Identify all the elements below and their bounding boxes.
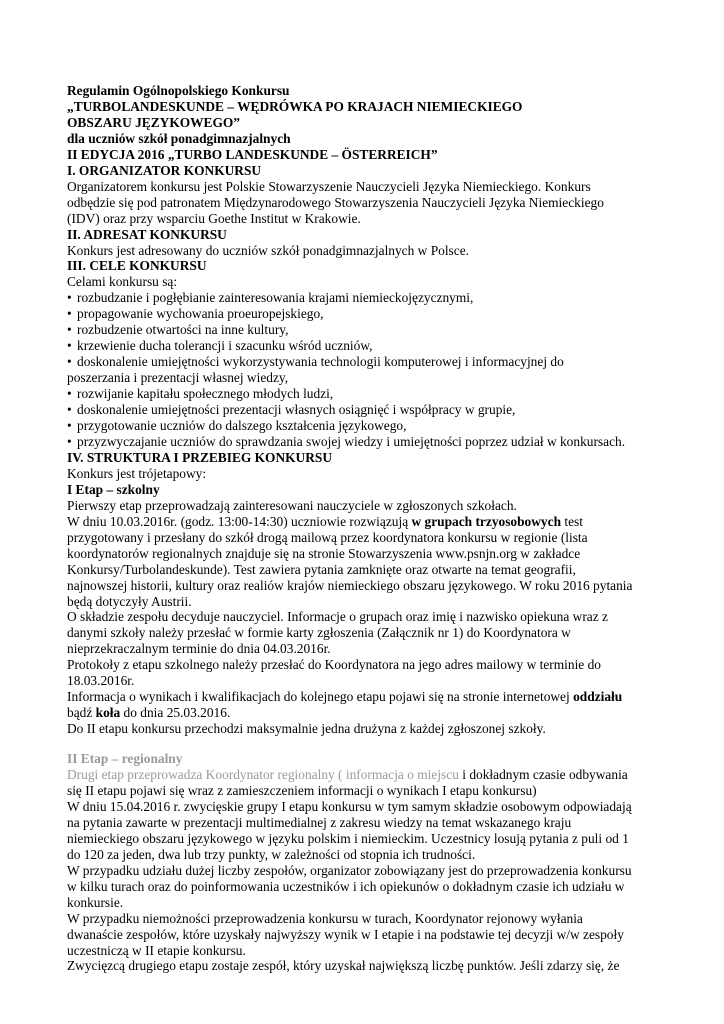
goal-text-continuation: poszerzania i prezentacji własnej wiedzy,	[67, 370, 289, 386]
bullet-icon: •	[67, 290, 72, 306]
paragraph-line: Zwycięzcą drugiego etapu zostaje zespół, który uzyskał największą liczbę punktów. Jeśli zdarzy się, że	[67, 958, 620, 974]
section-heading-structure: IV. STRUKTURA I PRZEBIEG KONKURSU	[67, 449, 333, 465]
paragraph-line: W dniu 15.04.2016 r. zwycięskie grupy I etapu konkursu w tym samym składzie osobowym odpowiadają	[67, 798, 632, 814]
goal-list-item	[67, 418, 674, 434]
section-heading-organizer: I. ORGANIZATOR KONKURSU	[67, 162, 262, 178]
goal-text: krzewienie ducha tolerancji i szacunku wśród uczniów,	[77, 338, 373, 354]
paragraph-line: Pierwszy etap przeprowadzają zainteresowani nauczyciele w zgłoszonych szkołach.	[67, 497, 517, 513]
goal-list-item	[67, 290, 674, 306]
goal-list-item	[67, 354, 674, 370]
paragraph-line: Konkurs jest adresowany do uczniów szkół ponadgimnazjalnych w Polsce.	[67, 242, 470, 258]
paragraph-line: do 120 za jeden, dwa lub trzy punkty, w zależności od stopnia ich trudności.	[67, 846, 476, 862]
paragraph-line: na pytania zawarte w prezentacji multimedialnej z zakresu wiedzy na temat wskazanego kraju	[67, 814, 572, 830]
goal-text: rozwijanie kapitału społecznego młodych ludzi,	[77, 386, 334, 402]
goal-list-item	[67, 434, 674, 450]
text-run: do dnia 25.03.2016.	[120, 705, 231, 721]
goal-text: przygotowanie uczniów do dalszego kształcenia językowego,	[77, 418, 407, 434]
text-run: W dniu 10.03.2016r. (godz. 13:00-14:30) uczniowie rozwiązują	[67, 513, 412, 529]
paragraph-line: O składzie zespołu decyduje nauczyciel. Informacje o grupach oraz imię i nazwisko opiekuna wraz z	[67, 609, 608, 625]
doc-title-line-3: OBSZARU JĘZYKOWEGO”	[67, 114, 240, 130]
goal-list-item	[67, 402, 674, 418]
paragraph-line: odbędzie się pod patronatem Międzynarodowego Stowarzyszenia Nauczycieli Języka Niemieckiego	[67, 194, 604, 210]
text-run: Informacja o wynikach i kwalifikacjach do kolejnego etapu pojawi się na stronie internetowej	[67, 689, 574, 705]
goal-text: doskonalenie umiejętności prezentacji własnych osiągnięć i współpracy w grupie,	[77, 402, 516, 418]
bullet-icon: •	[67, 402, 72, 418]
structure-intro: Konkurs jest trójetapowy:	[67, 465, 207, 481]
goal-text: propagowanie wychowania proeuropejskiego,	[77, 306, 324, 322]
paragraph-line	[67, 689, 674, 705]
paragraph-line: dwanaście zespołów, które uzyskały najwyższy wynik w I etapie i na podstawie tej decyzji w/w zespoły	[67, 926, 624, 942]
paragraph-line	[67, 767, 674, 783]
text-run-grey: Drugi etap przeprowadza Koordynator regionalny ( informacja o miejscu	[67, 767, 459, 783]
paragraph-line: najnowszej historii, kultury oraz realiów krajów niemieckiego obszaru językowego. W roku 2016 pytania	[67, 577, 633, 593]
emphasis-groups: w grupach trzyosobowych	[411, 513, 562, 529]
doc-title-line-5: II EDYCJA 2016 „TURBO LANDESKUNDE – ÖSTERREICH”	[67, 146, 438, 162]
bullet-icon: •	[67, 433, 72, 449]
text-run: i dokładnym czasie odbywania	[458, 767, 628, 783]
goal-text: doskonalenie umiejętności wykorzystywania technologii komputerowej i informacyjnej do	[77, 354, 564, 370]
paragraph-line	[67, 705, 674, 721]
goals-intro: Celami konkursu są:	[67, 274, 178, 290]
text-run: test	[561, 513, 583, 529]
doc-title-line-2: „TURBOLANDESKUNDE – WĘDRÓWKA PO KRAJACH NIEMIECKIEGO	[67, 98, 523, 114]
paragraph-line: koordynatorów regionalnych znajduje się na stronie Stowarzyszenia www.psnjn.org w zakładce	[67, 545, 581, 561]
paragraph-line: konkursie.	[67, 894, 124, 910]
paragraph-line	[67, 514, 674, 530]
text-run: bądź	[67, 705, 96, 721]
paragraph-line: danymi szkoły należy przesłać w formie karty zgłoszenia (Załącznik nr 1) do Koordynatora w	[67, 625, 571, 641]
stage-2-heading: II Etap – regionalny	[67, 751, 183, 767]
bullet-icon: •	[67, 338, 72, 354]
stage-1-heading: I Etap – szkolny	[67, 481, 160, 497]
goal-text: rozbudzenie otwartości na inne kultury,	[77, 322, 289, 338]
goal-list-item	[67, 386, 674, 402]
paragraph-line: uczestniczą w II etapie konkursu.	[67, 942, 246, 958]
bullet-icon: •	[67, 322, 72, 338]
goal-list-item	[67, 338, 674, 354]
goal-text: przyzwyczajanie uczniów do sprawdzania swojej wiedzy i umiejętności poprzez udział w konkursach.	[77, 433, 626, 449]
goal-list-item	[67, 322, 674, 338]
emphasis-branch: oddziału	[573, 689, 623, 705]
doc-title-line-1: Regulamin Ogólnopolskiego Konkursu	[67, 83, 290, 98]
paragraph-line: Konkursy/Turbolandeskunde). Test zawiera pytania zamknięte oraz otwarte na temat geografii,	[67, 561, 576, 577]
emphasis-circle: koła	[95, 705, 121, 721]
section-heading-goals: III. CELE KONKURSU	[67, 258, 207, 274]
bullet-icon: •	[67, 306, 72, 322]
paragraph-spacer	[67, 737, 674, 751]
paragraph-line: Do II etapu konkursu przechodzi maksymalnie jedna drużyna z każdej zgłoszonej szkoły.	[67, 721, 546, 737]
goal-text: rozbudzanie i pogłębianie zainteresowania krajami niemieckojęzycznymi,	[77, 290, 474, 306]
paragraph-line: 18.03.2016r.	[67, 673, 135, 689]
bullet-icon: •	[67, 418, 72, 434]
paragraph-line: W przypadku udziału dużej liczby zespołów, organizator zobowiązany jest do przeprowadzenia konkursu	[67, 862, 632, 878]
paragraph-line: nieprzekraczalnym terminie do dnia 04.03.2016r.	[67, 641, 331, 657]
paragraph-line: w kilku turach oraz do poinformowania uczestników i ich opiekunów o dokładnym czasie ich udziału w	[67, 878, 625, 894]
doc-title-line-4: dla uczniów szkół ponadgimnazjalnych	[67, 130, 291, 146]
paragraph-line: W przypadku niemożności przeprowadzenia konkursu w turach, Koordynator rejonowy wyłania	[67, 910, 583, 926]
paragraph-line: się II etapu pojawi się wraz z zamieszczeniem informacji o wynikach I etapu konkursu)	[67, 782, 537, 798]
paragraph-line: przygotowany i przesłany do szkół drogą mailową przez koordynatora konkursu w regionie (lista	[67, 529, 588, 545]
paragraph-line: Protokoły z etapu szkolnego należy przesłać do Koordynatora na jego adres mailowy w terminie do	[67, 657, 601, 673]
goal-list-item	[67, 306, 674, 322]
paragraph-line: będą dotyczyły Austrii.	[67, 593, 192, 609]
bullet-icon: •	[67, 354, 72, 370]
paragraph-line: Organizatorem konkursu jest Polskie Stowarzyszenie Nauczycieli Języka Niemieckiego. Konkurs	[67, 178, 591, 194]
paragraph-line: (IDV) oraz przy wsparciu Goethe Institut w Krakowie.	[67, 210, 361, 226]
section-heading-addressee: II. ADRESAT KONKURSU	[67, 226, 227, 242]
paragraph-line: niemieckiego obszaru językowego w języku polskim i niemieckim. Uczestnicy losują pytania z puli od 1	[67, 830, 629, 846]
bullet-icon: •	[67, 386, 72, 402]
